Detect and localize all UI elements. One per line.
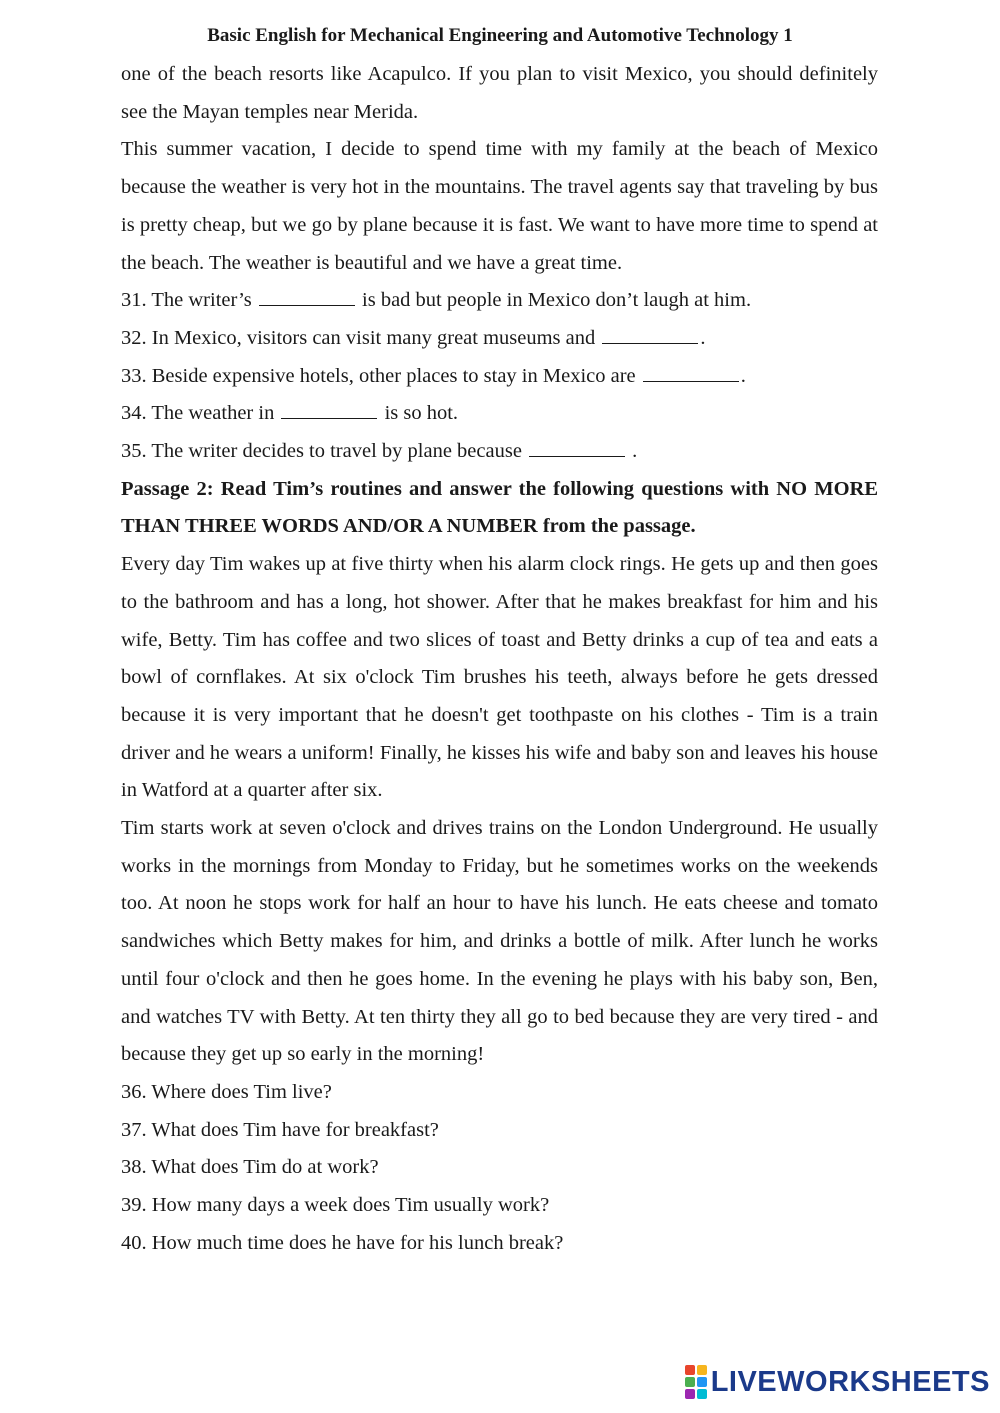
question-37: 37. What does Tim have for breakfast? — [121, 1118, 439, 1141]
question-38: 38. What does Tim do at work? — [121, 1156, 379, 1179]
question-32: 32. In Mexico, visitors can visit many great museums and . — [121, 326, 706, 349]
logo-cell — [685, 1389, 695, 1399]
worksheet-content — [121, 56, 878, 1263]
question-34: 34. The weather in is so hot. — [121, 402, 459, 425]
answer-blank-32[interactable] — [602, 325, 698, 344]
question-40: 40. How much time does he have for his lunch break? — [121, 1231, 564, 1254]
answer-blank-35[interactable] — [529, 438, 625, 457]
watermark-text: LIVEWORKSHEETS — [710, 1365, 990, 1398]
question-39: 39. How many days a week does Tim usually work? — [121, 1194, 550, 1217]
answer-blank-34[interactable] — [281, 400, 377, 419]
answer-blank-31[interactable] — [259, 287, 355, 306]
liveworksheets-watermark — [685, 1365, 990, 1399]
question-35: 35. The writer decides to travel by plane because . — [121, 440, 638, 463]
passage2-paragraph-1: Every day Tim wakes up at five thirty when his alarm clock rings. He gets up and then goes to the bathroom and has a long, hot shower. After that he makes breakfast for him and his wife, Betty. Tim has coffee and two slices of toast and Betty drinks a cup of tea and eats a bowl of cornflakes. At six o'clock Tim brushes his teeth, always before he gets dressed because it is very important that he doesn't get toothpaste on his clothes - Tim is a train driver and he wears a uniform! Finally, he kisses his wife and baby son and leaves his house in Watford at a quarter after six. — [121, 553, 878, 802]
logo-cell — [685, 1365, 695, 1375]
logo-cell — [697, 1365, 707, 1375]
question-36: 36. Where does Tim live? — [121, 1080, 332, 1103]
liveworksheets-logo-icon — [685, 1365, 707, 1399]
passage1-paragraph: This summer vacation, I decide to spend time with my family at the beach of Mexico because the weather is very hot in the mountains. The travel agents say that traveling by bus is pretty cheap, but we go by plane because it is fast. We want to have more time to spend at the beach. The weather is beautiful and we have a great time. — [121, 138, 878, 274]
page-header: Basic English for Mechanical Engineering and Automotive Technology 1 — [207, 25, 793, 46]
logo-cell — [697, 1389, 707, 1399]
passage2-paragraph-2: Tim starts work at seven o'clock and drives trains on the London Underground. He usually works in the mornings from Monday to Friday, but he sometimes works on the weekends too. At noon he stops work for half an hour to have his lunch. He eats cheese and tomato sandwiches which Betty makes for him, and drinks a bottle of milk. After lunch he works until four o'clock and then he goes home. In the evening he plays with his baby son, Ben, and watches TV with Betty. At ten thirty they all go to bed because they are very tired - and because they get up so early in the morning! — [121, 817, 878, 1066]
logo-cell — [697, 1377, 707, 1387]
logo-cell — [685, 1377, 695, 1387]
passage2-instruction: Passage 2: Read Tim’s routines and answer the following questions with NO MORE THAN THREE WORDS AND/OR A NUMBER from the passage. — [121, 477, 878, 538]
passage1-continuation: one of the beach resorts like Acapulco. If you plan to visit Mexico, you should definitely see the Mayan temples near Merida. — [121, 63, 878, 123]
question-33: 33. Beside expensive hotels, other places to stay in Mexico are . — [121, 364, 746, 387]
answer-blank-33[interactable] — [643, 363, 739, 382]
question-31: 31. The writer’s is bad but people in Mexico don’t laugh at him. — [121, 289, 752, 312]
